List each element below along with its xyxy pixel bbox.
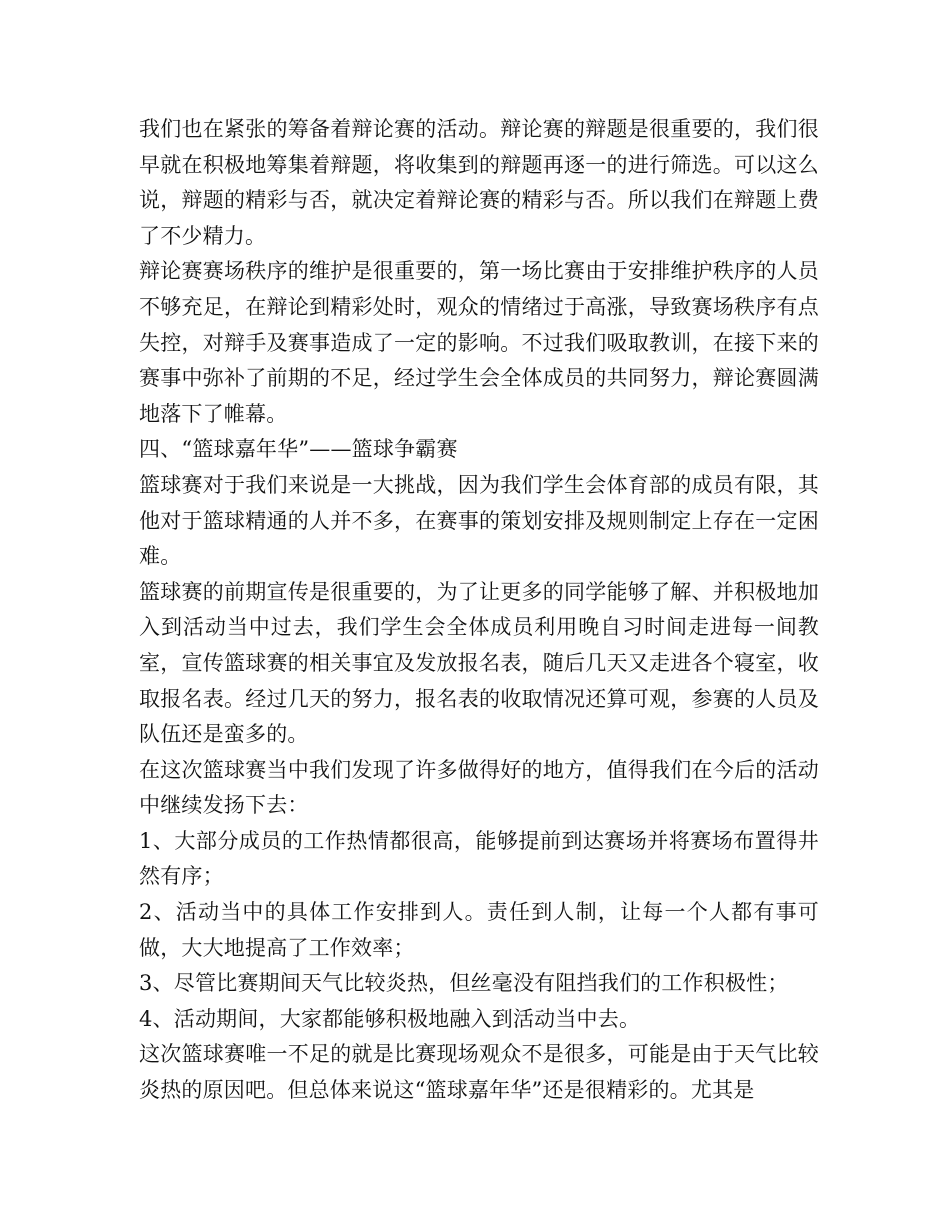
paragraph-debate-order: 辩论赛赛场秩序的维护是很重要的，第一场比赛由于安排维护秩序的人员不够充足，在辩论到精彩处时，观众的情绪过于高涨，导致赛场秩序有点失控，对辩手及赛事造成了一定的影响。不过我们吸取教训，在接下来的赛事中弥补了前期的不足，经过学生会全体成员的共同努力，辩论赛圆满地落下了帷幕。 <box>139 259 819 426</box>
list-item-4: 4、活动期间，大家都能够积极地融入到活动当中去。 <box>139 1006 641 1031</box>
paragraph-basketball-strengths: 在这次篮球赛当中我们发现了许多做得好的地方，值得我们在今后的活动中继续发扬下去： <box>139 757 819 818</box>
paragraph-basketball-challenge: 篮球赛对于我们来说是一大挑战，因为我们学生会体育部的成员有限，其他对于篮球精通的人并不多，在赛事的策划安排及规则制定上存在一定困难。 <box>139 472 819 569</box>
paragraph-debate-preparation: 我们也在紧张的筹备着辩论赛的活动。辩论赛的辩题是很重要的，我们很早就在积极地筹集着辩题，将收集到的辩题再逐一的进行筛选。可以这么说，辩题的精彩与否，就决定着辩论赛的精彩与否。所以我们在辩题上费了不少精力。 <box>139 117 819 248</box>
document-body <box>139 112 819 1109</box>
list-item-1: 1、大部分成员的工作热情都很高，能够提前到达赛场并将赛场布置得井然有序； <box>139 828 819 889</box>
paragraph-basketball-promotion: 篮球赛的前期宣传是很重要的，为了让更多的同学能够了解、并积极地加入到活动当中过去，我们学生会全体成员利用晚自习时间走进每一间教室，宣传篮球赛的相关事宜及发放报名表，随后几天又走进各个寝室，收取报名表。经过几天的努力，报名表的收取情况还算可观，参赛的人员及队伍还是蛮多的。 <box>139 579 819 747</box>
paragraph-basketball-shortcoming: 这次篮球赛唯一不足的就是比赛现场观众不是很多，可能是由于天气比较炎热的原因吧。但总体来说这“篮球嘉年华”还是很精彩的。尤其是 <box>139 1042 819 1103</box>
list-item-3: 3、尽管比赛期间天气比较炎热，但丝毫没有阻挡我们的工作积极性； <box>139 971 789 996</box>
section-heading-basketball: 四、“篮球嘉年华”——篮球争霸赛 <box>139 437 458 462</box>
list-item-2: 2、活动当中的具体工作安排到人。责任到人制，让每一个人都有事可做，大大地提高了工作效率； <box>139 900 819 960</box>
